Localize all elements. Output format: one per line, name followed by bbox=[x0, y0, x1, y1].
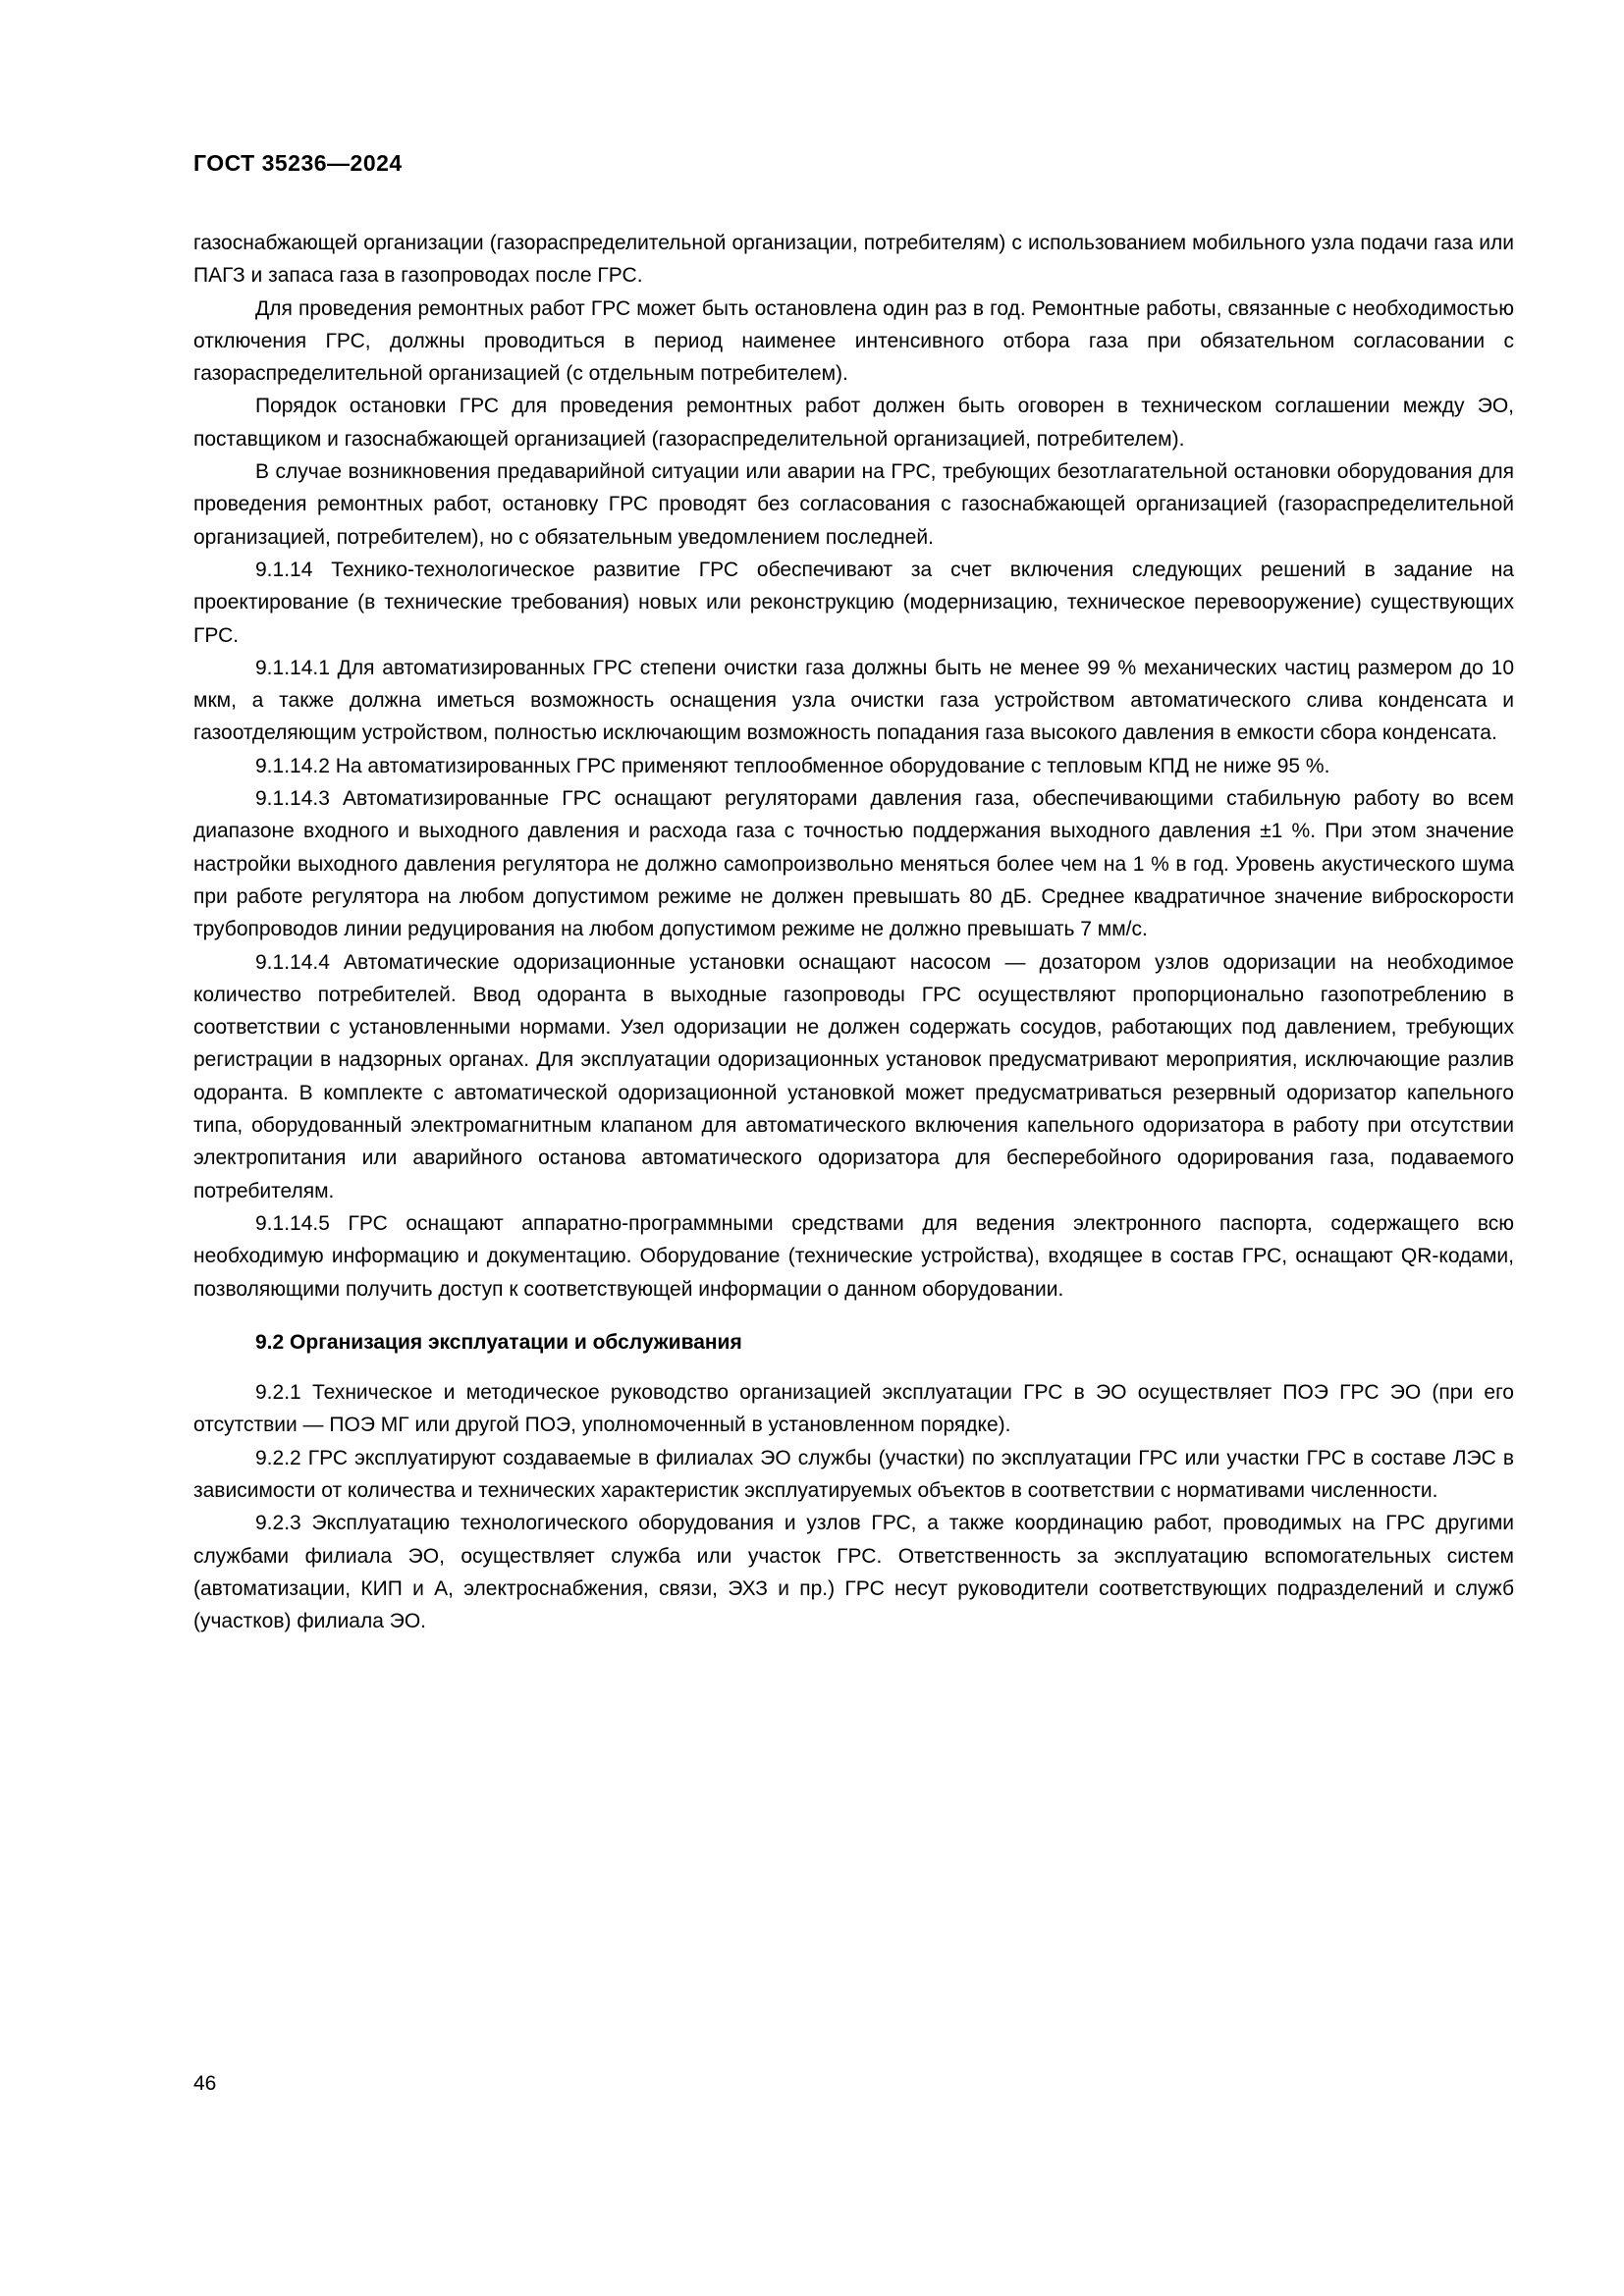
paragraph-9-1-14-1: 9.1.14.1 Для автоматизированных ГРС степени очистки газа должны быть не менее 99 % механических частиц размером до 10 мкм, а также должна иметься возможность оснащения узла очистки газа устройством автоматического слива конденсата и газоотделяющим устройством, полностью исключающим возможность попадания газа высокого давления в емкости сбора конденсата. bbox=[193, 656, 1514, 745]
paragraph-9-1-14-3: 9.1.14.3 Автоматизированные ГРС оснащают регуляторами давления газа, обеспечивающими стабильную работу во всем диапазоне входного и выходного давления и расхода газа с точностью поддержания выходного давления ±1 %. При этом значение настройки выходного давления регулятора не должно самопроизвольно меняться более чем на 1 % в год. Уровень акустического шума при работе регулятора на любом допустимом режиме не должен превышать 80 дБ. Среднее квадратичное значение виброскорости трубопроводов линии редуцирования на любом допустимом режиме не должно превышать 7 мм/с. bbox=[193, 787, 1514, 941]
paragraph-9-1-14-2: 9.1.14.2 На автоматизированных ГРС применяют теплообменное оборудование с тепловым КПД не ниже 95 %. bbox=[255, 754, 1330, 777]
document-header-standard-code: ГОСТ 35236—2024 bbox=[193, 150, 403, 176]
paragraph-9-1-14-4: 9.1.14.4 Автоматические одоризационные установки оснащают насосом — дозатором узлов одоризации на необходимое количество потребителей. Ввод одоранта в выходные газопроводы ГРС осуществляют пропорционально газопотреблению в соответствии с установленными нормами. Узел одоризации не должен содержать сосудов, работающих под давлением, требующих регистрации в надзорных органах. Для эксплуатации одоризационных установок предусматривают мероприятия, исключающие разлив одоранта. В комплекте с автоматической одоризационной установкой может предусматриваться резервный одоризатор капельного типа, оборудованный электромагнитным клапаном для автоматического включения капельного одоризатора в работу при отсутствии электропитания или аварийного останова автоматического одоризатора для бесперебойного одорирования газа, подаваемого потребителям. bbox=[193, 950, 1514, 1202]
page-number: 46 bbox=[193, 2072, 217, 2095]
paragraph-continuation: газоснабжающей организации (газораспределительной организации, потребителям) с использованием мобильного узла подачи газа или ПАГЗ и запаса газа в газопроводах после ГРС. bbox=[193, 232, 1514, 288]
paragraph-9-2-3: 9.2.3 Эксплуатацию технологического оборудования и узлов ГРС, а также координацию работ, проводимых на ГРС другими службами филиала ЭО, осуществляет служба или участок ГРС. Ответственность за эксплуатацию вспомогательных систем (автоматизации, КИП и А, электроснабжения, связи, ЭХЗ и пр.) ГРС несут руководители соответствующих подразделений и служб (участков) филиала ЭО. bbox=[193, 1512, 1514, 1633]
paragraph-9-1-14-5: 9.1.14.5 ГРС оснащают аппаратно-программными средствами для ведения электронного паспорта, содержащего всю необходимую информацию и документацию. Оборудование (технические устройства), входящее в состав ГРС, оснащают QR-кодами, позволяющими получить доступ к соответствующей информации о данном оборудовании. bbox=[193, 1211, 1514, 1301]
paragraph-9-2-1: 9.2.1 Техническое и методическое руководство организацией эксплуатации ГРС в ЭО осуществляет ПОЭ ГРС ЭО (при его отсутствии — ПОЭ МГ или другой ПОЭ, уполномоченный в установленном порядке). bbox=[193, 1381, 1514, 1437]
paragraph-emergency-shutdown: В случае возникновения предаварийной ситуации или аварии на ГРС, требующих безотлагательной остановки оборудования для проведения ремонтных работ, остановку ГРС проводят без согласования с газоснабжающей организацией (газораспределительной организацией, потребителем), но с обязательным уведомлением последней. bbox=[193, 460, 1514, 549]
section-heading-9-2: 9.2 Организация эксплуатации и обслуживания bbox=[255, 1330, 742, 1354]
paragraph-repair-shutdown: Для проведения ремонтных работ ГРС может быть остановлена один раз в год. Ремонтные работы, связанные с необходимостью отключения ГРС, должны проводиться в период наименее интенсивного отбора газа при обязательном согласовании с газораспределительной организацией (с отдельным потребителем). bbox=[193, 296, 1514, 386]
paragraph-9-2-2: 9.2.2 ГРС эксплуатируют создаваемые в филиалах ЭО службы (участки) по эксплуатации ГРС или участки ГРС в составе ЛЭС в зависимости от количества и технических характеристик эксплуатируемых объектов в соответствии с нормативами численности. bbox=[193, 1446, 1514, 1502]
paragraph-shutdown-procedure: Порядок остановки ГРС для проведения ремонтных работ должен быть оговорен в техническом соглашении между ЭО, поставщиком и газоснабжающей организацией (газораспределительной организацией, потребителем). bbox=[193, 395, 1514, 451]
paragraph-9-1-14: 9.1.14 Технико-технологическое развитие ГРС обеспечивают за счет включения следующих решений в задание на проектирование (в технические требования) новых или реконструкцию (модернизацию, техническое перевооружение) существующих ГРС. bbox=[193, 558, 1514, 647]
document-body bbox=[193, 227, 1514, 1637]
